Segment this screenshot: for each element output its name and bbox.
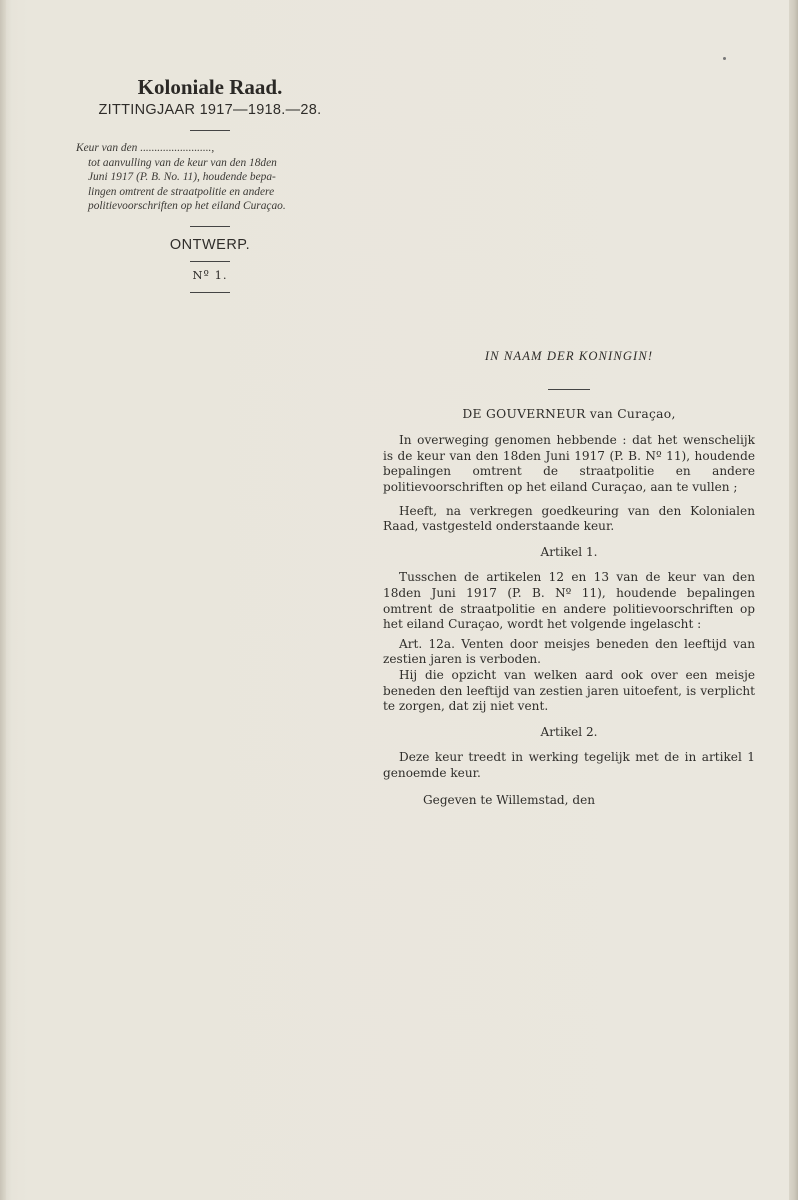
subject-description — [76, 141, 346, 214]
divider — [190, 226, 230, 227]
article-1-heading: Artikel 1. — [540, 544, 598, 559]
subject-line: tot aanvulling van de keur van den 18den — [88, 156, 277, 169]
page-left-edge — [0, 0, 6, 1200]
paper-speck — [723, 57, 726, 60]
session-year: ZITTINGJAAR 1917—1918.—28. — [98, 102, 322, 118]
royal-formula: IN NAAM DER KONINGIN! — [484, 349, 654, 363]
considering-paragraph: In overweging genomen hebbende : dat het wenschelijk is de keur van den 18den Juni 1917 (P. B. Nº 11), houdende bepalingen omtrent de straatpolitie en andere politievoorschriften op het eiland Curaçao, aan te vullen ; — [383, 433, 755, 494]
council-title: Koloniale Raad. — [137, 75, 283, 99]
subject-line: lingen omtrent de straatpolitie en andere — [88, 185, 275, 198]
divider — [190, 261, 230, 262]
page-right-edge — [789, 0, 798, 1200]
subject-line: Juni 1917 (P. B. No. 11), houdende bepa- — [88, 171, 276, 184]
divider — [548, 389, 590, 390]
divider — [190, 130, 230, 131]
heading-block — [74, 74, 346, 293]
article-1-text: Tusschen de artikelen 12 en 13 van de keur van den 18den Juni 1917 (P. B. Nº 11), houdende bepalingen omtrent de straatpolitie en andere politievoorschriften op het eiland Curaçao, wordt het volgende ingelascht : — [383, 570, 755, 632]
given-at-line: Gegeven te Willemstad, den — [423, 793, 596, 808]
subject-line: politievoorschriften op het eiland Curaçao. — [88, 200, 286, 213]
decree-body — [383, 349, 755, 809]
subject-line: Keur van den ........................., — [76, 142, 215, 154]
article-2-heading: Artikel 2. — [540, 724, 598, 739]
draft-label: ONTWERP. — [169, 236, 251, 253]
article-2-text: Deze keur treedt in werking tegelijk met de in artikel 1 genoemde keur. — [383, 750, 755, 780]
approval-paragraph: Heeft, na verkregen goedkeuring van den Kolonialen Raad, vastgesteld onderstaande keur. — [383, 503, 755, 534]
governor-heading: DE GOUVERNEUR van Curaçao, — [462, 406, 676, 421]
article-12a-text: Art. 12a. Venten door meisjes beneden den leeftijd van zestien jaren is verboden. — [383, 636, 755, 667]
article-12a-text-2: Hij die opzicht van welken aard ook over een meisje beneden den leeftijd van zestien jaren uitoefent, is verplicht te zorgen, dat zij niet vent. — [383, 667, 755, 714]
divider — [190, 292, 230, 293]
draft-number: Nº 1. — [192, 267, 228, 282]
